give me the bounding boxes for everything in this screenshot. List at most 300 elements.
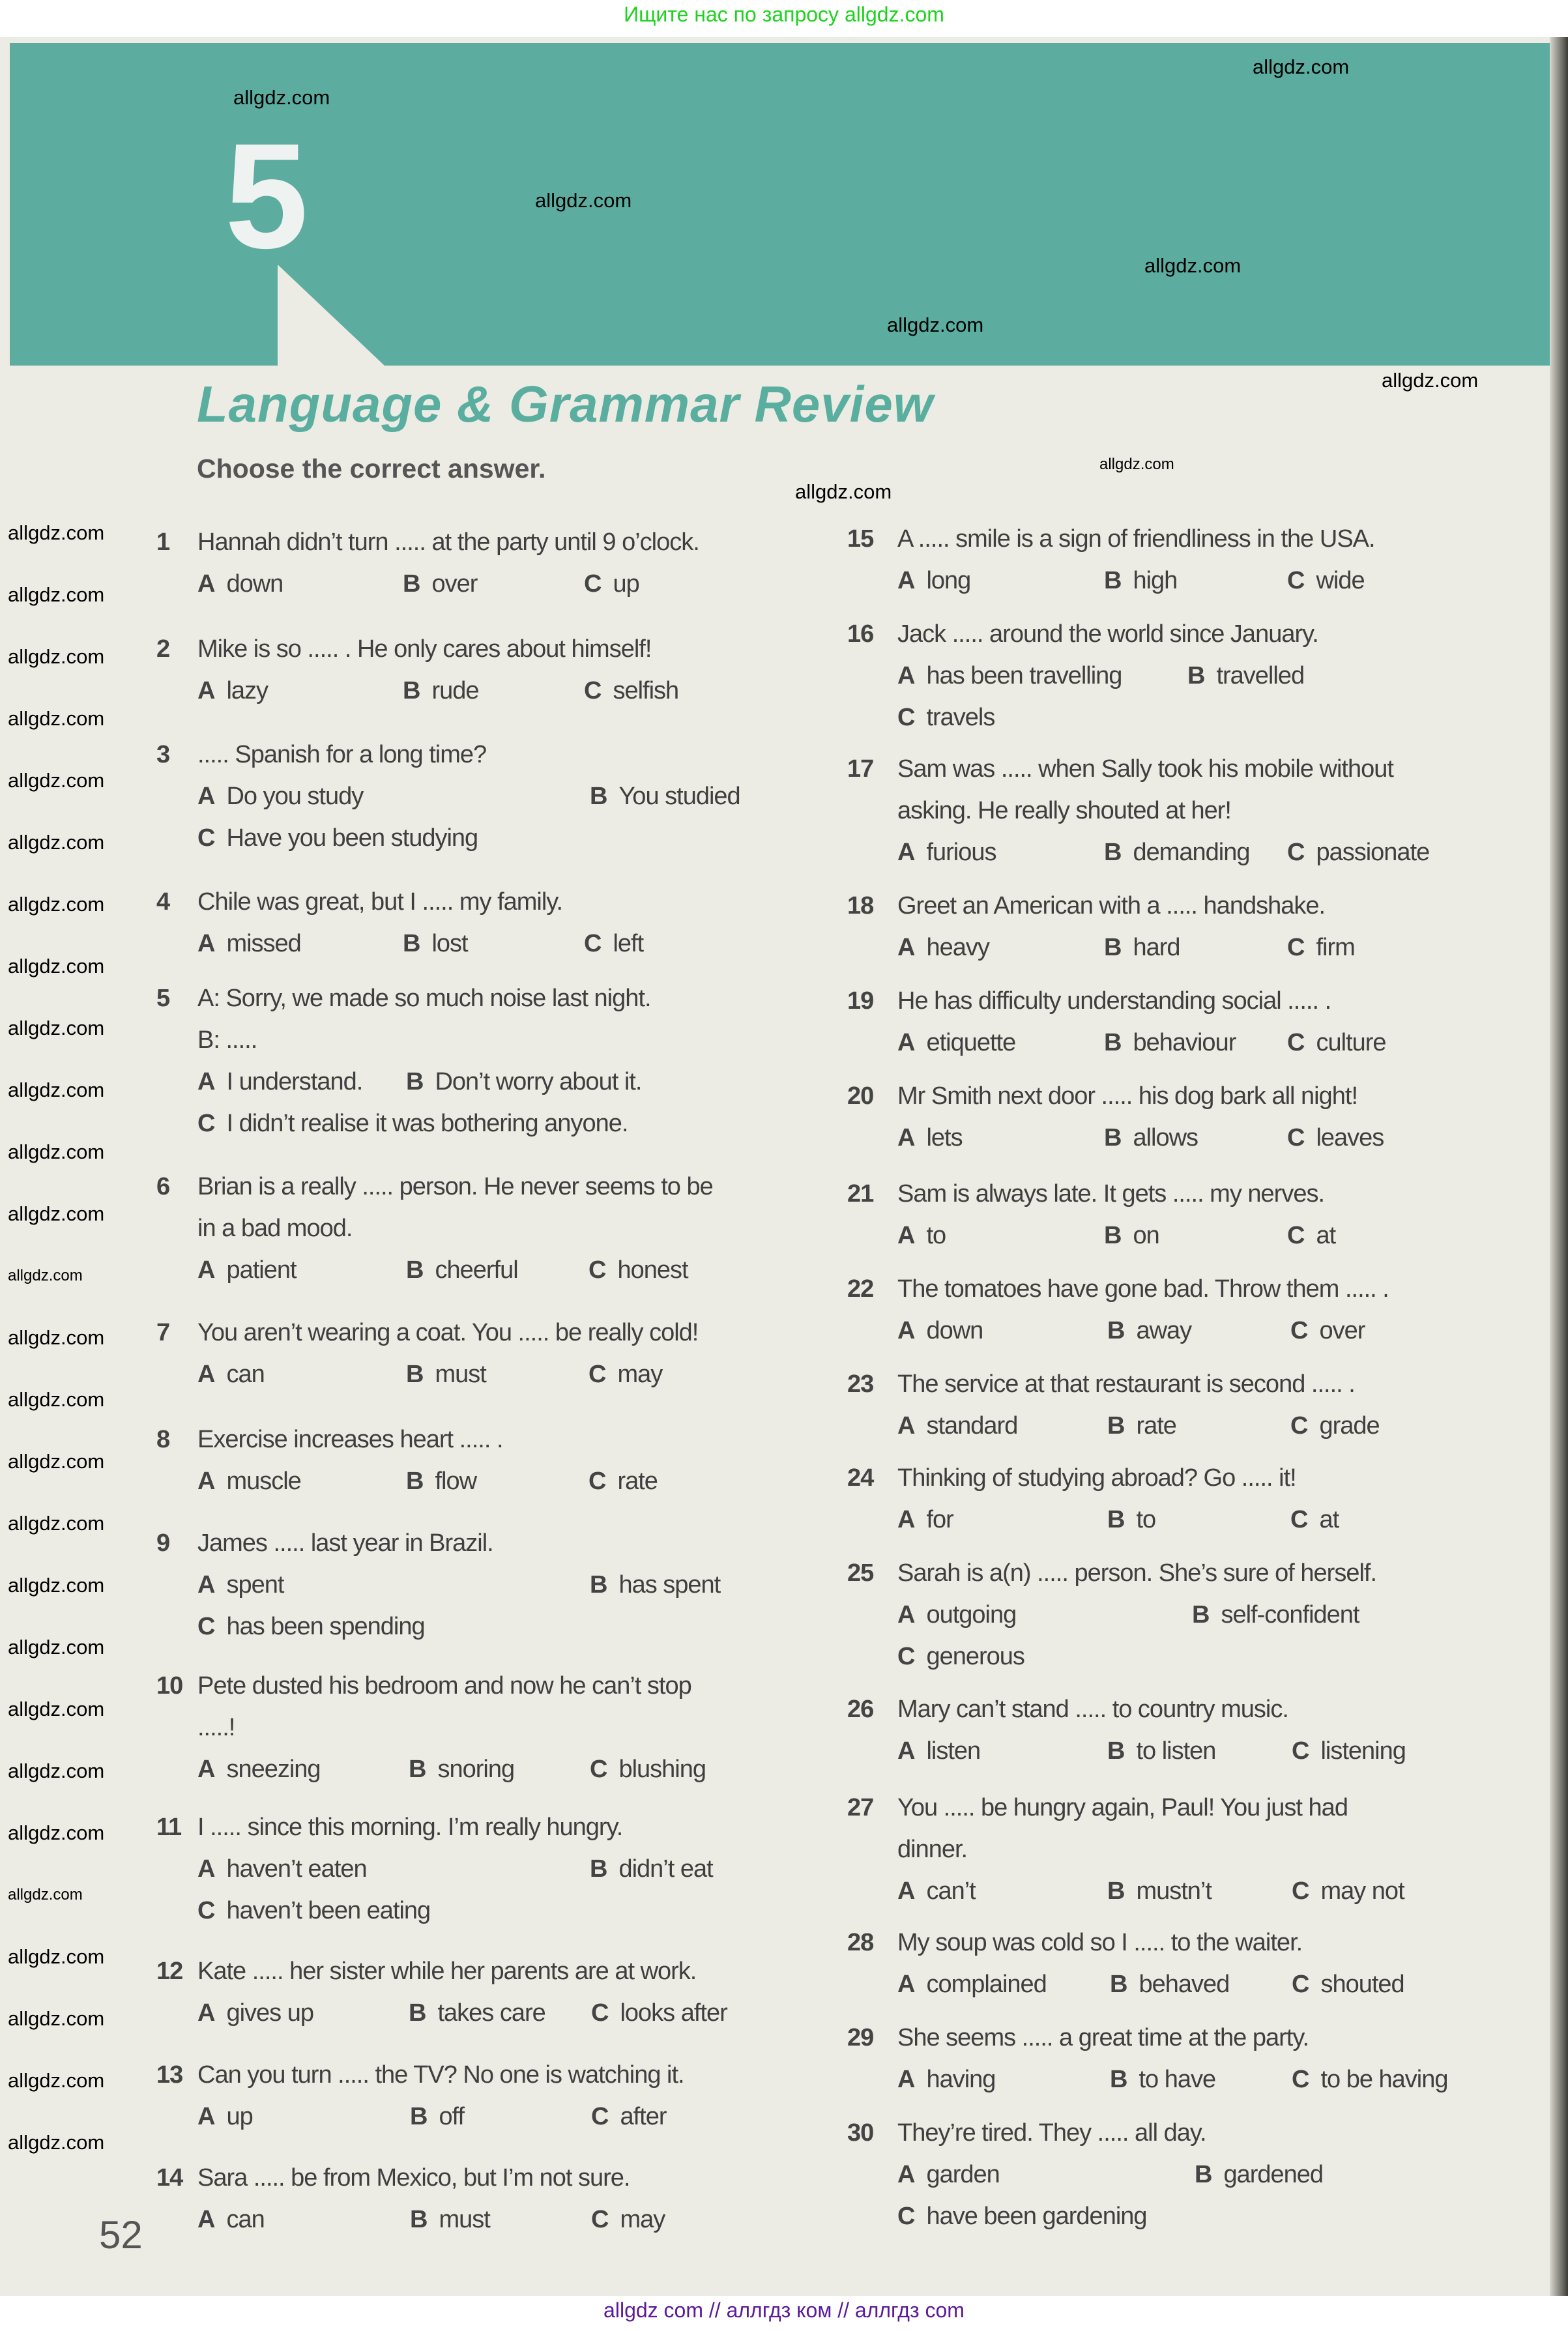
option-a[interactable] [197,1067,362,1096]
option-b[interactable] [410,2205,490,2234]
option-c[interactable] [588,1467,658,1496]
watermark: allgdz.com [8,1140,105,1163]
option-b[interactable] [1104,1221,1159,1250]
watermark: allgdz.com [8,1450,105,1473]
option-b[interactable] [409,1755,514,1784]
option-letter: B [1104,1124,1122,1151]
page-number: 52 [99,2213,143,2257]
unit-number: 5 [225,112,308,280]
watermark: allgdz.com [1144,254,1241,277]
option-text: may not [1320,1877,1404,1905]
option-letter: A [897,1506,915,1533]
top-banner[interactable]: Ищите нас по запросу allgdz.com [624,3,944,26]
option-text: honest [617,1256,688,1284]
option-text: spent [226,1571,284,1599]
watermark: allgdz.com [795,480,892,503]
option-letter: A [897,1124,915,1151]
option-text: at [1316,1222,1336,1249]
option-c[interactable] [897,2202,1147,2231]
option-b[interactable] [410,2102,464,2131]
option-letter: A [197,2206,215,2233]
option-b[interactable] [406,1467,476,1496]
option-c[interactable] [1287,838,1429,867]
option-letter: C [584,570,602,598]
question-text: Pete dusted his bedroom and now he can’t stop [197,1672,691,1700]
option-letter: A [897,1317,915,1344]
option-letter: B [1107,1412,1125,1440]
option-letter: B [1110,1971,1127,1998]
option-text: listening [1320,1737,1406,1765]
question-text: B: ..... [197,1026,257,1054]
option-a[interactable] [197,2205,265,2234]
option-b[interactable] [403,676,479,705]
option-text: looks after [620,1999,727,2027]
option-text: to [926,1222,946,1249]
option-b[interactable] [1107,1737,1215,1765]
watermark: allgdz.com [8,1512,105,1535]
option-b[interactable] [403,570,477,598]
option-c[interactable] [197,1612,425,1641]
option-a[interactable] [897,838,996,867]
option-text: hard [1133,934,1180,961]
option-letter: B [1104,1029,1122,1056]
option-letter: C [584,677,602,704]
option-a[interactable] [897,1123,963,1152]
option-letter: A [197,1068,215,1095]
option-b[interactable] [1107,1877,1212,1905]
question-text: My soup was cold so I ..... to the waiter. [897,1929,1303,1956]
option-a[interactable] [897,2065,995,2094]
question-number: 23 [847,1370,874,1398]
option-text: lets [926,1124,963,1151]
option-c[interactable] [591,1999,727,2027]
option-text: to be having [1320,2066,1448,2093]
option-text: up [613,570,639,598]
option-c[interactable] [197,1109,628,1138]
question-text: asking. He really shouted at her! [897,797,1231,824]
watermark: allgdz.com [233,86,330,109]
option-letter: C [588,1256,606,1284]
option-letter: C [197,1110,215,1137]
question-number: 5 [156,985,170,1012]
watermark: allgdz.com [8,2007,105,2030]
option-b[interactable] [1104,1123,1198,1152]
option-a[interactable] [197,676,268,705]
option-b[interactable] [409,1999,545,2027]
question-number: 16 [847,620,874,648]
question-number: 18 [847,892,874,919]
option-letter: B [406,1068,424,1095]
question-text: A ..... smile is a sign of friendliness in the USA. [897,525,1375,553]
question-number: 15 [847,525,874,553]
question-text: Kate ..... her sister while her parents are at work. [197,1958,697,1985]
option-letter: C [1290,1317,1308,1344]
question-text: I ..... since this morning. I’m really hungry. [197,1814,623,1841]
option-b[interactable] [590,1571,720,1599]
watermark: allgdz.com [8,707,105,730]
option-letter: B [410,2103,428,2130]
watermark: allgdz.com [8,1636,105,1658]
option-text: has spent [618,1571,721,1599]
option-c[interactable] [1292,2065,1448,2094]
option-letter: B [1104,934,1122,961]
option-letter: C [590,1756,607,1783]
option-letter: A [897,1222,915,1249]
option-a[interactable] [897,661,1122,690]
option-letter: C [584,930,602,957]
option-text: listen [926,1737,981,1765]
option-c[interactable] [1292,1970,1404,1999]
option-letter: B [409,1756,426,1783]
option-text: demanding [1133,839,1250,866]
watermark: allgdz.com [8,1388,105,1411]
question-text: A: Sorry, we made so much noise last night. [197,985,651,1012]
option-b[interactable] [1104,838,1250,867]
question-text: Thinking of studying abroad? Go ..... it! [897,1464,1296,1492]
question-number: 26 [847,1696,874,1723]
question-number: 21 [847,1180,874,1208]
option-a[interactable] [197,1855,367,1883]
option-c[interactable] [584,929,643,958]
question-text: Sara ..... be from Mexico, but I’m not sure. [197,2164,630,2192]
option-letter: B [1104,567,1122,594]
option-text: can [226,1361,265,1388]
watermark: allgdz.com [8,1821,105,1844]
option-text: allows [1133,1124,1198,1151]
option-letter: A [197,1756,215,1783]
option-text: over [1319,1317,1365,1344]
option-text: firm [1316,934,1355,961]
option-b[interactable] [1107,1412,1176,1440]
option-a[interactable] [897,1316,983,1345]
option-letter: C [1292,2066,1309,2093]
option-text: may [620,2206,665,2233]
question-text: The tomatoes have gone bad. Throw them ..... . [897,1275,1389,1303]
option-a[interactable] [197,929,301,958]
option-a[interactable] [897,1412,1017,1440]
option-c[interactable] [1292,1737,1406,1765]
option-letter: A [897,567,915,594]
option-a[interactable] [197,1755,321,1784]
option-b[interactable] [1187,661,1304,690]
option-text: haven’t eaten [226,1855,367,1883]
option-b[interactable] [590,782,740,811]
option-c[interactable] [897,703,995,732]
option-b[interactable] [1107,1505,1155,1534]
option-a[interactable] [897,1221,946,1250]
option-text: standard [926,1412,1018,1440]
option-letter: A [897,839,915,866]
option-letter: B [1107,1506,1125,1533]
question-text: He has difficulty understanding social ..... . [897,987,1331,1015]
option-text: must [435,1361,486,1388]
question-text: ..... Spanish for a long time? [197,741,487,768]
option-letter: C [1287,1124,1305,1151]
option-text: for [926,1506,953,1533]
option-text: at [1319,1506,1339,1533]
option-letter: A [197,1361,215,1388]
question-number: 4 [156,888,170,916]
option-letter: B [1104,839,1122,866]
option-a[interactable] [897,1505,953,1534]
option-text: rate [1136,1412,1176,1440]
option-text: can [226,2206,265,2233]
option-a[interactable] [197,2102,253,2131]
option-letter: C [897,1643,915,1670]
watermark: allgdz.com [8,1017,105,1039]
option-a[interactable] [897,2160,1000,2189]
option-text: to listen [1136,1737,1216,1765]
option-letter: A [197,570,215,598]
option-b[interactable] [406,1360,486,1389]
option-text: cheerful [435,1256,518,1284]
watermark: allgdz.com [8,1267,83,1284]
option-text: culture [1316,1029,1386,1056]
option-a[interactable] [197,1256,297,1284]
question-number: 28 [847,1929,874,1956]
option-text: shouted [1320,1971,1404,1998]
option-letter: C [588,1361,606,1388]
watermark: allgdz.com [8,521,105,544]
footer-links[interactable]: allgdz com // аллгдз ком // аллгдз com [603,2298,965,2322]
option-a[interactable] [897,566,970,595]
option-letter: B [590,1571,607,1599]
option-c[interactable] [588,1256,688,1284]
option-a[interactable] [197,1360,265,1389]
question-text: Mr Smith next door ..... his dog bark all night! [897,1082,1358,1110]
watermark: allgdz.com [8,1326,105,1349]
option-letter: A [197,1468,215,1495]
option-letter: C [1290,1412,1308,1440]
option-letter: A [897,1412,915,1440]
option-letter: A [197,1256,215,1284]
watermark: allgdz.com [8,1202,105,1225]
option-letter: A [197,783,215,810]
option-letter: A [197,677,215,704]
watermark: allgdz.com [8,769,105,792]
option-letter: C [897,704,915,731]
option-letter: C [1287,934,1305,961]
option-c[interactable] [1290,1412,1380,1440]
option-text: Do you study [226,783,364,810]
option-c[interactable] [1287,1028,1386,1057]
option-letter: B [1107,1317,1125,1344]
question-text: Mary can’t stand ..... to country music. [897,1696,1288,1723]
option-text: over [431,570,478,598]
option-c[interactable] [1292,1877,1404,1905]
option-text: lazy [226,677,269,704]
watermark: allgdz.com [8,1945,105,1968]
question-number: 19 [847,987,874,1015]
option-a[interactable] [897,1970,1047,1999]
question-number: 17 [847,755,874,783]
option-text: Have you been studying [226,824,478,852]
option-letter: C [588,1468,606,1495]
question-text: You ..... be hungry again, Paul! You just had [897,1794,1348,1821]
option-letter: A [897,1029,915,1056]
option-letter: A [197,1855,215,1883]
option-letter: A [197,1999,215,2027]
option-c[interactable] [591,2102,667,2131]
option-letter: C [1290,1506,1308,1533]
option-letter: C [1287,839,1305,866]
option-letter: B [1192,1601,1210,1629]
option-text: furious [926,839,996,866]
option-a[interactable] [897,1877,976,1905]
option-text: patient [226,1256,297,1284]
option-text: I didn’t realise it was bothering anyone. [226,1110,628,1137]
option-a[interactable] [897,933,989,962]
question-text: The service at that restaurant is second ..... . [897,1370,1355,1398]
option-letter: A [897,1971,915,1998]
option-letter: C [591,2103,609,2130]
option-text: wide [1316,567,1365,594]
option-c[interactable] [1290,1316,1365,1345]
option-b[interactable] [1110,2065,1215,2094]
option-b[interactable] [590,1855,713,1883]
question-text: Can you turn ..... the TV? No one is watching it. [197,2061,684,2089]
option-text: up [226,2103,253,2130]
question-number: 24 [847,1464,874,1492]
watermark: allgdz.com [8,955,105,977]
option-letter: B [406,1256,424,1284]
option-b[interactable] [406,1067,641,1096]
option-a[interactable] [197,1467,301,1496]
option-text: has been spending [226,1613,425,1640]
option-a[interactable] [197,570,283,598]
option-letter: C [197,824,215,852]
option-c[interactable] [584,570,639,598]
option-text: having [926,2066,996,2093]
option-letter: C [1292,1877,1309,1905]
option-c[interactable] [588,1360,662,1389]
option-text: garden [926,2161,1000,2188]
question-number: 10 [156,1672,183,1700]
option-text: mustn’t [1136,1877,1212,1905]
option-text: muscle [226,1468,301,1495]
option-text: high [1133,567,1178,594]
option-letter: C [591,1999,609,2027]
option-letter: C [1287,1222,1305,1249]
question-number: 6 [156,1173,170,1200]
question-text: Sarah is a(n) ..... person. She’s sure of herself. [897,1559,1377,1587]
watermark: allgdz.com [8,1698,105,1720]
option-b[interactable] [1104,933,1180,962]
option-b[interactable] [1195,2160,1323,2189]
option-c[interactable] [1287,566,1365,595]
option-text: on [1133,1222,1159,1249]
option-text: away [1136,1317,1192,1344]
option-b[interactable] [406,1256,518,1284]
watermark: allgdz.com [8,2131,105,2154]
option-text: self-confident [1221,1601,1359,1629]
option-c[interactable] [1287,1221,1335,1250]
option-text: lost [431,930,468,957]
watermark: allgdz.com [8,1886,83,1904]
question-text: in a bad mood. [197,1215,353,1242]
question-number: 11 [156,1814,182,1841]
option-c[interactable] [590,1755,706,1784]
option-text: etiquette [926,1029,1016,1056]
question-text: .....! [197,1714,235,1741]
option-letter: B [1110,2066,1127,2093]
option-text: left [613,930,644,957]
option-b[interactable] [1110,1970,1229,1999]
page-edge-shadow [1550,37,1568,2296]
option-letter: C [1287,1029,1305,1056]
option-c[interactable] [591,2205,665,2234]
question-number: 1 [156,528,170,556]
question-text: James ..... last year in Brazil. [197,1529,493,1557]
option-text: generous [926,1643,1024,1670]
option-b[interactable] [403,929,468,958]
option-c[interactable] [197,824,478,852]
option-c[interactable] [897,1642,1024,1671]
watermark: allgdz.com [887,313,984,336]
option-text: after [620,2103,667,2130]
option-b[interactable] [1104,566,1177,595]
option-b[interactable] [1192,1600,1359,1629]
option-a[interactable] [897,1028,1015,1057]
option-text: to [1136,1506,1156,1533]
option-letter: B [406,1361,424,1388]
option-c[interactable] [584,676,678,705]
option-text: down [226,570,283,598]
question-number: 8 [156,1426,170,1453]
option-letter: C [1287,567,1305,594]
option-letter: B [1187,662,1205,689]
option-a[interactable] [197,1571,283,1599]
question-text: Mike is so ..... . He only cares about himself! [197,635,652,663]
option-a[interactable] [197,782,363,811]
question-text: Sam was ..... when Sally took his mobile without [897,755,1393,783]
question-number: 7 [156,1319,170,1346]
option-text: off [439,2103,465,2130]
option-b[interactable] [1104,1028,1236,1057]
question-number: 12 [156,1958,183,1985]
option-b[interactable] [1107,1316,1191,1345]
option-text: passionate [1316,839,1430,866]
option-text: outgoing [926,1601,1017,1629]
question-text: Hannah didn’t turn ..... at the party until 9 o’clock. [197,528,699,556]
option-c[interactable] [1287,1123,1384,1152]
option-letter: B [403,930,420,957]
option-letter: B [1107,1877,1125,1905]
option-letter: B [409,1999,426,2027]
question-text: Greet an American with a ..... handshake. [897,892,1326,919]
question-number: 14 [156,2164,183,2192]
watermark: allgdz.com [8,645,105,668]
option-letter: B [1107,1737,1125,1765]
option-letter: B [403,570,420,598]
option-a[interactable] [197,1999,313,2027]
option-a[interactable] [897,1600,1016,1629]
option-text: must [439,2206,490,2233]
instruction: Choose the correct answer. [197,454,546,484]
question-number: 3 [156,741,170,768]
option-c[interactable] [1290,1505,1339,1534]
option-c[interactable] [1287,933,1355,962]
watermark: allgdz.com [8,893,105,916]
question-number: 29 [847,2024,874,2051]
option-letter: A [897,1601,915,1629]
option-c[interactable] [197,1896,430,1925]
question-number: 9 [156,1529,170,1557]
option-text: You studied [618,783,740,810]
watermark: allgdz.com [535,189,632,212]
option-a[interactable] [897,1737,980,1765]
option-letter: C [591,2206,609,2233]
